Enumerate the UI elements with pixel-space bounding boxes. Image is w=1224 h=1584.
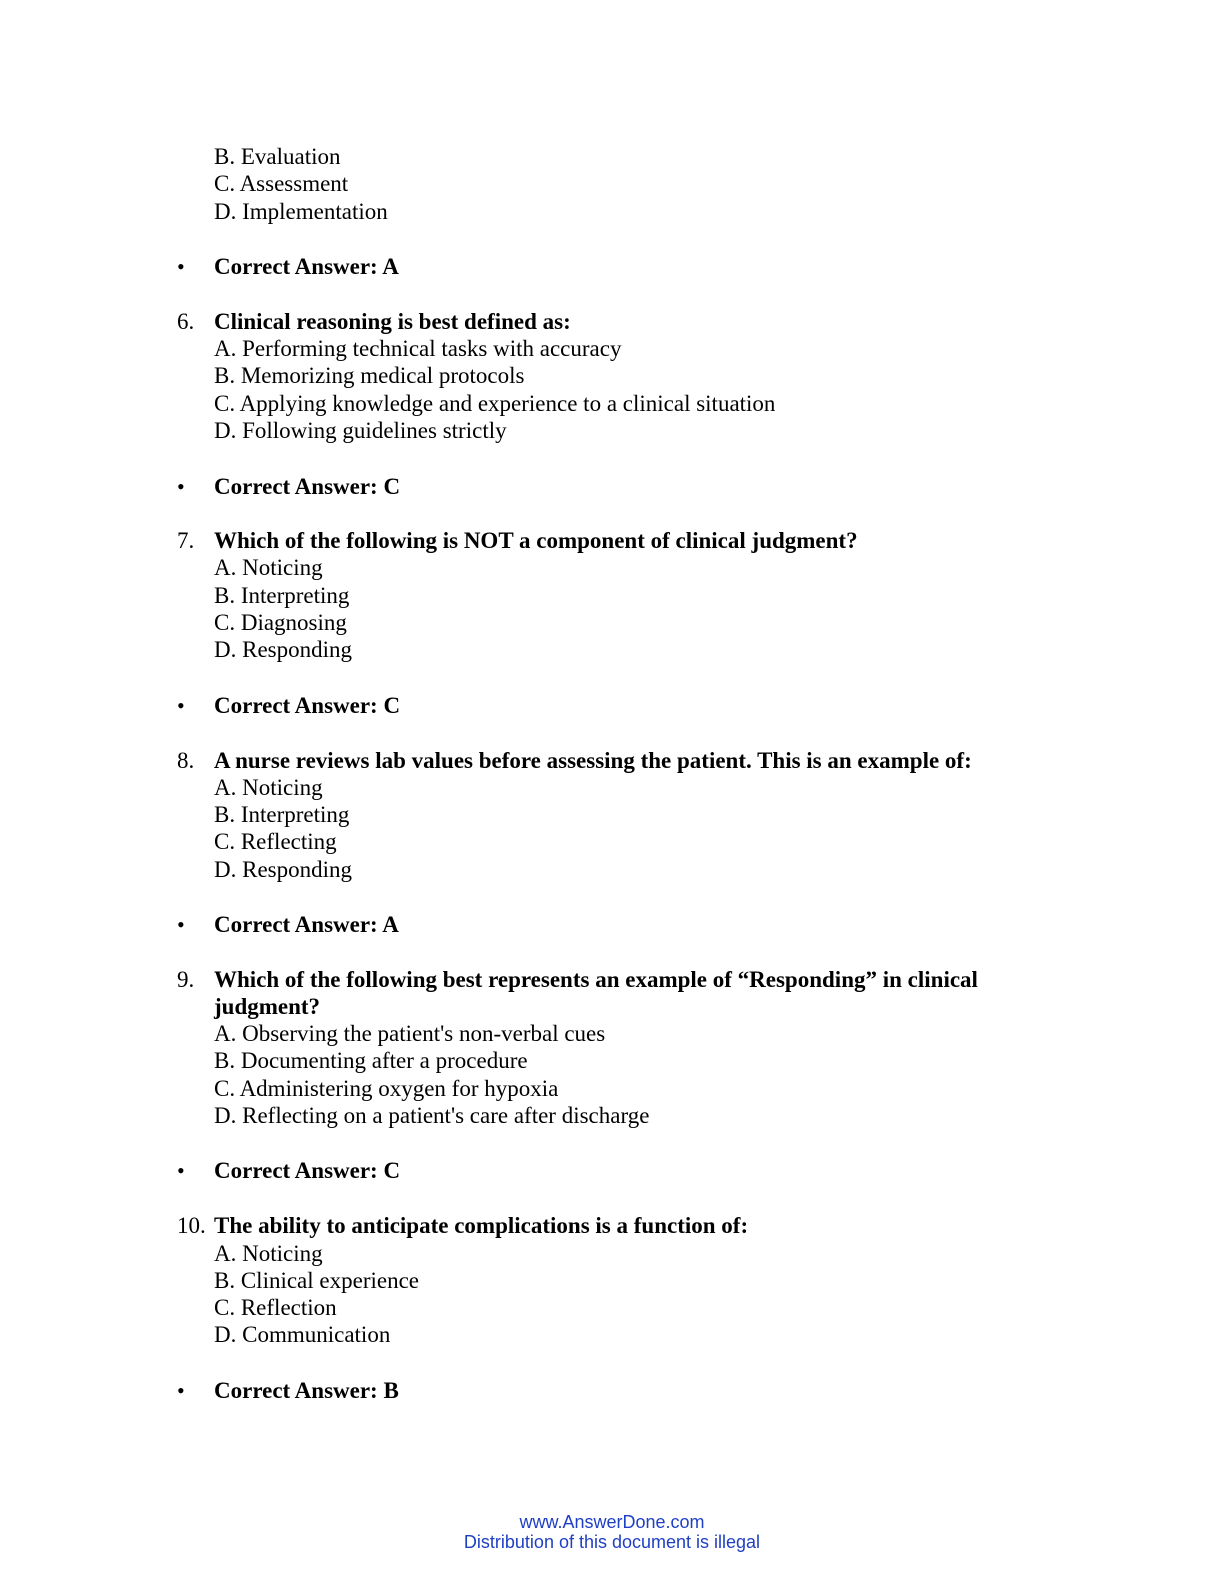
q8-option-c: C. Reflecting (214, 829, 337, 854)
q8-question: A nurse reviews lab values before assessing the patient. This is an example of: (214, 748, 972, 773)
q10-question: The ability to anticipate complications is a function of: (214, 1213, 749, 1238)
q5-option-d: D. Implementation (214, 199, 388, 224)
q7-number: 7. (177, 528, 195, 553)
q10-number: 10. (177, 1213, 206, 1238)
q7-option-a: A. Noticing (214, 555, 323, 580)
q9-question-line2: judgment? (214, 994, 321, 1019)
q9-option-a: A. Observing the patient's non-verbal cues (214, 1021, 606, 1046)
q10-option-a: A. Noticing (214, 1241, 323, 1266)
q7-option-d: D. Responding (214, 637, 352, 662)
bullet-icon: • (177, 474, 185, 499)
q6-option-b: B. Memorizing medical protocols (214, 363, 525, 388)
q10-option-c: C. Reflection (214, 1295, 337, 1320)
q9-option-b: B. Documenting after a procedure (214, 1048, 528, 1073)
q6-number: 6. (177, 309, 195, 334)
q9-correct-answer: Correct Answer: C (214, 1158, 401, 1183)
q8-option-d: D. Responding (214, 857, 352, 882)
bullet-icon: • (177, 912, 185, 937)
q10-option-d: D. Communication (214, 1322, 391, 1347)
q6-option-a: A. Performing technical tasks with accuracy (214, 336, 622, 361)
q6-question: Clinical reasoning is best defined as: (214, 309, 571, 334)
q5-option-b: B. Evaluation (214, 144, 341, 169)
q9-option-d: D. Reflecting on a patient's care after discharge (214, 1103, 650, 1128)
q10-option-b: B. Clinical experience (214, 1268, 420, 1293)
q7-question: Which of the following is NOT a component of clinical judgment? (214, 528, 858, 553)
q8-number: 8. (177, 748, 195, 773)
footer-site-link[interactable]: www.AnswerDone.com (519, 1512, 705, 1532)
q6-option-d: D. Following guidelines strictly (214, 418, 507, 443)
q8-option-a: A. Noticing (214, 775, 323, 800)
q6-correct-answer: Correct Answer: C (214, 474, 401, 499)
q9-option-c: C. Administering oxygen for hypoxia (214, 1076, 559, 1101)
q5-correct-answer: Correct Answer: A (214, 254, 399, 279)
q9-number: 9. (177, 967, 195, 992)
bullet-icon: • (177, 1378, 185, 1403)
q6-option-c: C. Applying knowledge and experience to a clinical situation (214, 391, 776, 416)
q7-correct-answer: Correct Answer: C (214, 693, 401, 718)
q8-correct-answer: Correct Answer: A (214, 912, 399, 937)
q10-correct-answer: Correct Answer: B (214, 1378, 399, 1403)
bullet-icon: • (177, 1158, 185, 1183)
q7-option-c: C. Diagnosing (214, 610, 347, 635)
q8-option-b: B. Interpreting (214, 802, 350, 827)
q9-question-line1: Which of the following best represents an example of “Responding” in clinical (214, 967, 978, 992)
q5-option-c: C. Assessment (214, 171, 349, 196)
q7-option-b: B. Interpreting (214, 583, 350, 608)
footer-notice: Distribution of this document is illegal (463, 1532, 761, 1552)
bullet-icon: • (177, 693, 185, 718)
bullet-icon: • (177, 254, 185, 279)
